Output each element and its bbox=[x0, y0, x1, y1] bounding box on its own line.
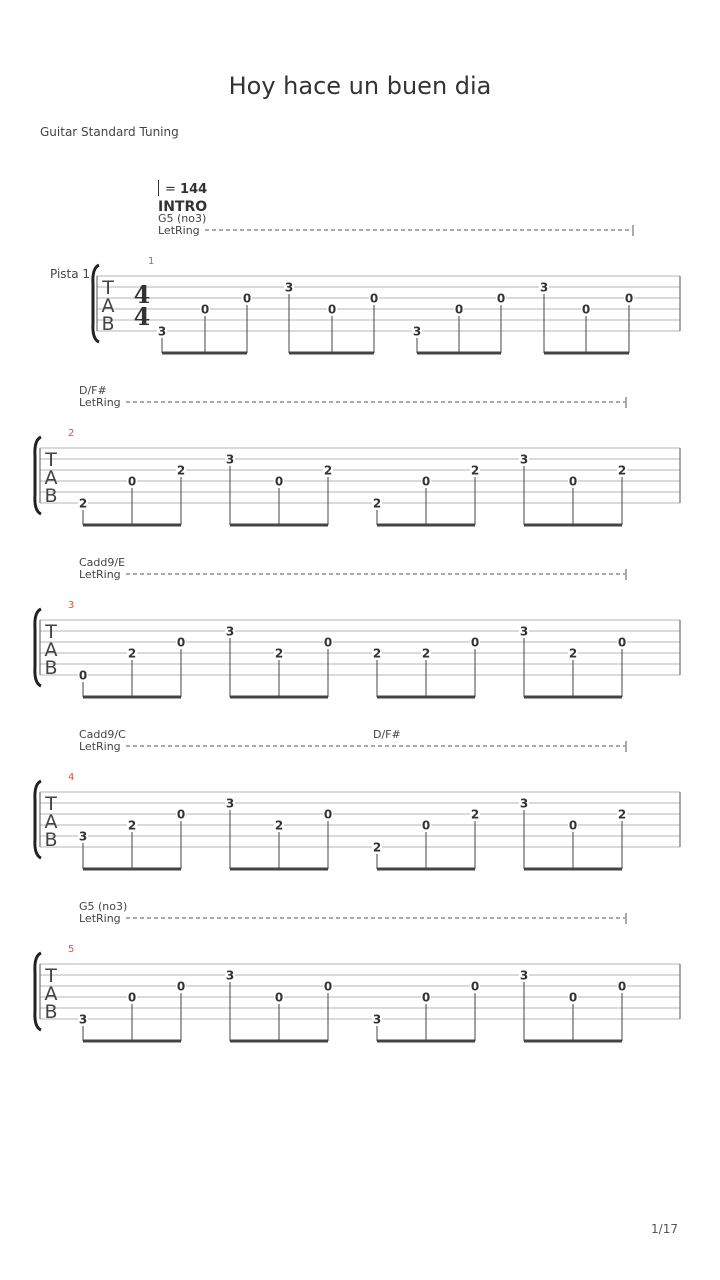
fret-number: 0 bbox=[323, 635, 333, 650]
tab-clef-letter: B bbox=[44, 485, 58, 507]
fret-number: 3 bbox=[225, 624, 235, 639]
tab-clef-letter: A bbox=[44, 467, 58, 489]
page-indicator: 1/17 bbox=[651, 1222, 678, 1236]
fret-number: 3 bbox=[157, 324, 167, 339]
fret-number: 3 bbox=[519, 796, 529, 811]
measure-number: 1 bbox=[148, 256, 155, 267]
fret-number: 2 bbox=[274, 818, 284, 833]
fret-number: 3 bbox=[78, 829, 88, 844]
fret-number: 0 bbox=[176, 807, 186, 822]
chord-label: Cadd9/C bbox=[79, 728, 126, 741]
fret-number: 0 bbox=[617, 635, 627, 650]
fret-number: 3 bbox=[225, 968, 235, 983]
fret-number: 3 bbox=[284, 280, 294, 295]
chord-label: D/F# bbox=[373, 728, 401, 741]
tab-clef-letter: A bbox=[101, 295, 115, 317]
system-brace bbox=[93, 265, 99, 342]
chord-label: Cadd9/E bbox=[79, 556, 126, 569]
tab-clef-letter: B bbox=[44, 829, 58, 851]
fret-number: 0 bbox=[127, 474, 137, 489]
time-signature-bottom: 4 bbox=[133, 302, 151, 331]
fret-number: 0 bbox=[127, 990, 137, 1005]
tab-clef-letter: B bbox=[101, 313, 115, 335]
tempo-equals: = bbox=[165, 182, 176, 197]
measure-number: 2 bbox=[68, 428, 75, 439]
fret-number: 2 bbox=[421, 646, 431, 661]
fret-number: 2 bbox=[470, 463, 480, 478]
fret-number: 3 bbox=[519, 624, 529, 639]
section-marker: INTRO bbox=[158, 199, 208, 215]
fret-number: 2 bbox=[568, 646, 578, 661]
fret-number: 0 bbox=[568, 474, 578, 489]
fret-number: 3 bbox=[225, 452, 235, 467]
fret-number: 0 bbox=[470, 635, 480, 650]
fret-number: 0 bbox=[421, 474, 431, 489]
tab-clef-letter: T bbox=[45, 449, 57, 471]
fret-number: 0 bbox=[581, 302, 591, 317]
fret-number: 0 bbox=[454, 302, 464, 317]
let-ring-label: LetRing bbox=[79, 396, 121, 409]
fret-number: 0 bbox=[176, 635, 186, 650]
fret-number: 3 bbox=[225, 796, 235, 811]
let-ring-label: LetRing bbox=[79, 912, 121, 925]
measure-number: 4 bbox=[68, 772, 75, 783]
page-title: Hoy hace un buen dia bbox=[228, 72, 492, 100]
fret-number: 0 bbox=[78, 668, 88, 683]
measure-number: 3 bbox=[68, 600, 75, 611]
let-ring-label: LetRing bbox=[158, 224, 200, 237]
fret-number: 0 bbox=[274, 990, 284, 1005]
tab-clef-letter: A bbox=[44, 639, 58, 661]
fret-number: 0 bbox=[176, 979, 186, 994]
fret-number: 2 bbox=[176, 463, 186, 478]
fret-number: 0 bbox=[274, 474, 284, 489]
fret-number: 3 bbox=[519, 968, 529, 983]
fret-number: 2 bbox=[372, 646, 382, 661]
fret-number: 2 bbox=[274, 646, 284, 661]
tab-clef-letter: B bbox=[44, 657, 58, 679]
fret-number: 3 bbox=[519, 452, 529, 467]
fret-number: 0 bbox=[624, 291, 634, 306]
tempo-bpm: 144 bbox=[180, 182, 208, 197]
chord-label: D/F# bbox=[79, 384, 107, 397]
fret-number: 0 bbox=[200, 302, 210, 317]
fret-number: 3 bbox=[412, 324, 422, 339]
fret-number: 3 bbox=[372, 1012, 382, 1027]
fret-number: 3 bbox=[78, 1012, 88, 1027]
tab-clef-letter: T bbox=[45, 621, 57, 643]
fret-number: 3 bbox=[539, 280, 549, 295]
fret-number: 0 bbox=[421, 990, 431, 1005]
track-label: Pista 1 bbox=[50, 267, 91, 281]
fret-number: 0 bbox=[568, 990, 578, 1005]
fret-number: 2 bbox=[470, 807, 480, 822]
tab-clef-letter: T bbox=[45, 793, 57, 815]
measure-number: 5 bbox=[68, 944, 75, 955]
tab-clef-letter: T bbox=[45, 965, 57, 987]
fret-number: 2 bbox=[323, 463, 333, 478]
fret-number: 2 bbox=[78, 496, 88, 511]
chord-label: G5 (no3) bbox=[158, 212, 207, 225]
fret-number: 0 bbox=[369, 291, 379, 306]
fret-number: 2 bbox=[372, 840, 382, 855]
let-ring-label: LetRing bbox=[79, 568, 121, 581]
fret-number: 0 bbox=[327, 302, 337, 317]
fret-number: 0 bbox=[470, 979, 480, 994]
let-ring-label: LetRing bbox=[79, 740, 121, 753]
fret-number: 2 bbox=[127, 818, 137, 833]
tab-clef-letter: B bbox=[44, 1001, 58, 1023]
tab-clef-letter: A bbox=[44, 983, 58, 1005]
fret-number: 2 bbox=[372, 496, 382, 511]
fret-number: 2 bbox=[617, 807, 627, 822]
fret-number: 0 bbox=[421, 818, 431, 833]
fret-number: 0 bbox=[568, 818, 578, 833]
tab-clef-letter: T bbox=[102, 277, 114, 299]
chord-label: G5 (no3) bbox=[79, 900, 128, 913]
tuning-label: Guitar Standard Tuning bbox=[40, 125, 179, 139]
fret-number: 0 bbox=[323, 807, 333, 822]
fret-number: 0 bbox=[617, 979, 627, 994]
time-signature-top: 4 bbox=[133, 280, 151, 309]
tab-clef-letter: A bbox=[44, 811, 58, 833]
fret-number: 0 bbox=[496, 291, 506, 306]
fret-number: 2 bbox=[127, 646, 137, 661]
fret-number: 0 bbox=[323, 979, 333, 994]
fret-number: 2 bbox=[617, 463, 627, 478]
fret-number: 0 bbox=[242, 291, 252, 306]
